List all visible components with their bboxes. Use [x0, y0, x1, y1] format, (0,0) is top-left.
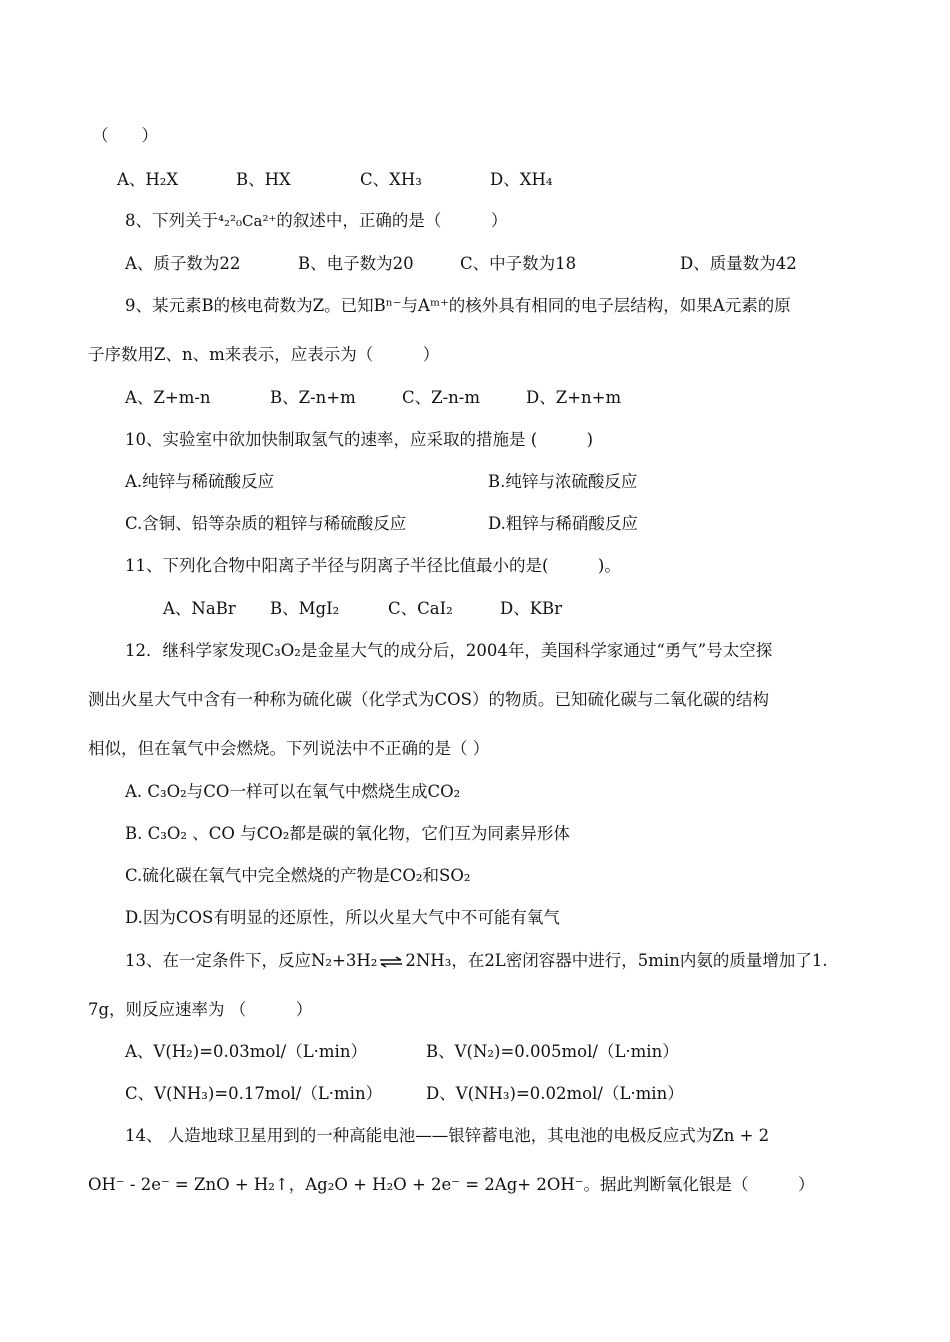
q12-line2: 测出火星大气中含有一种称为硫化碳（化学式为COS）的物质。已知硫化碳与二氧化碳的结构	[88, 690, 769, 709]
q9-option-d: D、Z+n+m	[526, 388, 622, 407]
q13-line1-post: 2NH₃，在2L密闭容器中进行，5min内氨的质量增加了1.	[405, 951, 828, 970]
q11-option-d: D、KBr	[500, 599, 563, 618]
equilibrium-arrow-icon	[379, 956, 403, 968]
q14-line1: 14、 人造地球卫星用到的一种高能电池——银锌蓄电池，其电池的电极反应式为Zn + 2	[125, 1126, 770, 1145]
q9-line1: 9、某元素B的核电荷数为Z。已知Bⁿ⁻与Aᵐ⁺的核外具有相同的电子层结构，如果A元素的原	[125, 296, 791, 315]
q8-stem-pre: 8、下列关于	[125, 211, 218, 230]
q12-line3: 相似，但在氧气中会燃烧。下列说法中不正确的是（ ）	[88, 739, 490, 758]
q7-paren: （ ）	[92, 126, 158, 145]
q12-line1: 12．继科学家发现C₃O₂是金星大气的成分后，2004年，美国科学家通过“勇气”号太空探	[125, 641, 773, 660]
q8-option-b: B、电子数为20	[298, 254, 414, 273]
q13-line2: 7g，则反应速率为 （ ）	[88, 1000, 313, 1019]
q8-option-c: C、中子数为18	[460, 254, 577, 273]
q11-option-a: A、NaBr	[163, 599, 236, 618]
q11-stem: 11、下列化合物中阳离子半径与阴离子半径比值最小的是( )。	[125, 556, 621, 575]
q13-option-a: A、V(H₂)=0.03mol/（L·min）	[125, 1042, 367, 1061]
q9-line2: 子序数用Z、n、m来表示，应表示为（ ）	[88, 345, 440, 364]
q10-option-d: D.粗锌与稀硝酸反应	[488, 514, 638, 533]
q10-option-a: A.纯锌与稀硫酸反应	[125, 472, 275, 491]
q12-option-a: A. C₃O₂与CO一样可以在氧气中燃烧生成CO₂	[125, 782, 461, 801]
q11-option-c: C、CaI₂	[388, 599, 453, 618]
q12-option-d: D.因为COS有明显的还原性，所以火星大气中不可能有氧气	[125, 908, 560, 927]
q9-option-b: B、Z-n+m	[270, 388, 356, 407]
q13-option-b: B、V(N₂)=0.005mol/（L·min）	[426, 1042, 679, 1061]
q9-option-c: C、Z-n-m	[402, 388, 481, 407]
q10-option-c: C.含铜、铅等杂质的粗锌与稀硫酸反应	[125, 514, 407, 533]
q14-line2: OH⁻ - 2e⁻ = ZnO + H₂↑，Ag₂O + H₂O + 2e⁻ = 2Ag+ 2OH⁻。据此判断氧化银是（ ）	[88, 1175, 815, 1194]
q8-option-d: D、质量数为42	[680, 254, 797, 273]
q7-option-b: B、HX	[236, 170, 291, 189]
q7-option-c: C、XH₃	[360, 170, 422, 189]
q8-stem-post: 的叙述中，正确的是（ ）	[276, 211, 508, 230]
q12-option-b: B. C₃O₂ 、CO 与CO₂都是碳的氧化物，它们互为同素异形体	[125, 824, 570, 843]
q7-option-d: D、XH₄	[490, 170, 553, 189]
q8-isotope: ⁴₂²₀Ca²⁺	[218, 212, 277, 230]
q13-line1-pre: 13、在一定条件下，反应N₂+3H₂	[125, 951, 378, 970]
q13-option-d: D、V(NH₃)=0.02mol/（L·min）	[426, 1084, 684, 1103]
q7-option-a: A、H₂X	[117, 170, 179, 189]
q8-option-a: A、质子数为22	[125, 254, 241, 273]
q9-option-a: A、Z+m-n	[125, 388, 211, 407]
q10-option-b: B.纯锌与浓硫酸反应	[488, 472, 638, 491]
q8-stem	[125, 213, 507, 230]
q13-option-c: C、V(NH₃)=0.17mol/（L·min）	[125, 1084, 383, 1103]
q10-stem: 10、实验室中欲加快制取氢气的速率，应采取的措施是 ( )	[125, 430, 594, 449]
q12-option-c: C.硫化碳在氧气中完全燃烧的产物是CO₂和SO₂	[125, 866, 471, 885]
q11-option-b: B、MgI₂	[270, 599, 340, 618]
q13-line1	[125, 953, 828, 970]
